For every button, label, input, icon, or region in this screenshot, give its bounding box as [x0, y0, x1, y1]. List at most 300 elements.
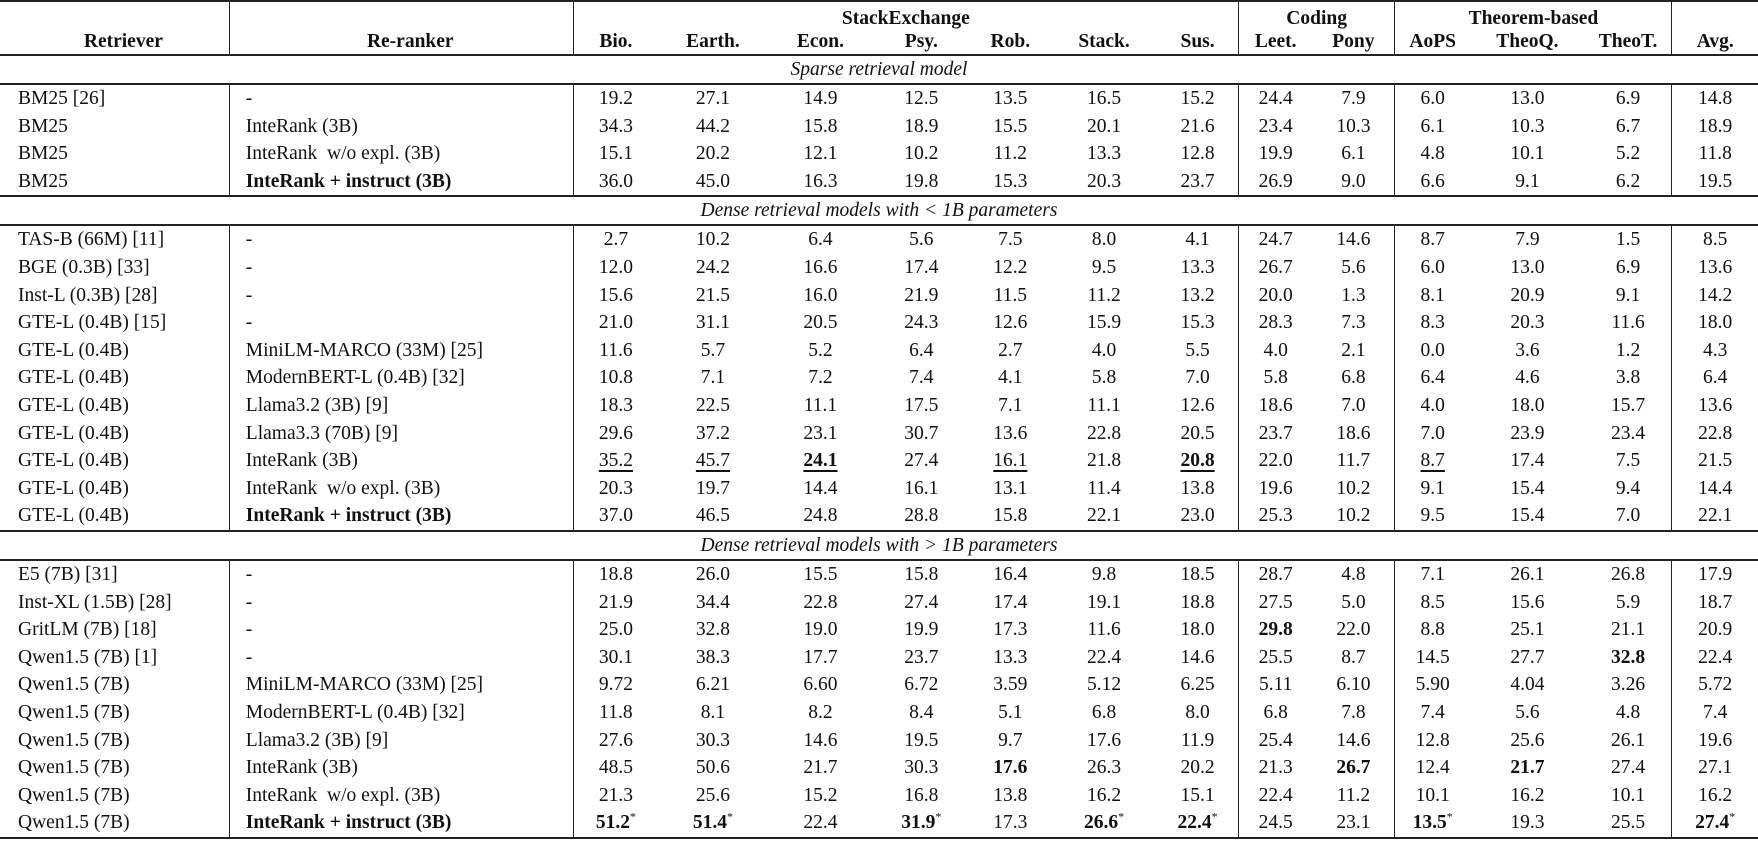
score-value: 9.1 [1615, 284, 1641, 306]
score-value: 8.0 [1185, 701, 1210, 723]
score-value: 4.3 [1703, 339, 1728, 361]
score-value: 13.1 [993, 477, 1028, 499]
table-row [0, 754, 1758, 782]
score-cell-psy [873, 392, 970, 420]
score-value: 3.59 [993, 674, 1028, 696]
score-cell-pony [1312, 364, 1394, 392]
score-value: 22.4 [1177, 812, 1212, 834]
score-value: 46.5 [695, 505, 730, 527]
score-cell-econ [768, 475, 873, 503]
score-value: 26.9 [1258, 170, 1293, 192]
column-header-sus: Sus. [1157, 29, 1238, 55]
score-cell-avg [1672, 502, 1758, 531]
score-cell-psy [873, 309, 970, 337]
score-cell-sus [1157, 782, 1238, 810]
score-cell-pony [1312, 84, 1394, 113]
score-cell-psy [873, 699, 970, 727]
score-value: 21.3 [1258, 757, 1293, 779]
table-row [0, 168, 1758, 197]
score-cell-stack [1051, 502, 1157, 531]
column-header-pony: Pony [1312, 29, 1394, 55]
score-value: 20.2 [695, 143, 730, 165]
score-value: 30.3 [904, 757, 939, 779]
score-value: 5.72 [1698, 674, 1733, 696]
score-value: 32.8 [1611, 646, 1646, 668]
score-value: 11.1 [1087, 394, 1121, 416]
score-cell-earth [658, 502, 768, 531]
score-value: 14.6 [1180, 646, 1215, 668]
score-cell-avg [1672, 309, 1758, 337]
column-header-econ: Econ. [796, 30, 844, 52]
score-cell-aops [1395, 168, 1470, 197]
score-cell-leet [1238, 364, 1312, 392]
score-value: 15.8 [904, 563, 939, 585]
table-row [0, 225, 1758, 254]
score-value: 14.8 [1698, 88, 1733, 110]
score-value: 16.1 [904, 477, 939, 499]
score-cell-rob [970, 337, 1051, 365]
score-value: 13.3 [1180, 257, 1215, 279]
score-cell-avg [1672, 447, 1758, 475]
score-value: 21.1 [1611, 619, 1646, 641]
score-cell-sus [1157, 644, 1238, 672]
score-value: 7.4 [1420, 701, 1445, 723]
score-value: 21.5 [1698, 450, 1733, 472]
score-value: 6.8 [1341, 367, 1366, 389]
score-cell-stack [1051, 113, 1157, 141]
score-cell-psy [873, 364, 970, 392]
score-cell-leet [1238, 616, 1312, 644]
score-value: 15.8 [803, 115, 838, 137]
score-value: 5.6 [1341, 257, 1366, 279]
score-cell-bio [573, 502, 658, 531]
column-header-avg: Avg. [1696, 30, 1734, 52]
score-cell-psy [873, 809, 970, 838]
score-cell-econ [768, 616, 873, 644]
score-cell-econ [768, 782, 873, 810]
score-value: 7.3 [1341, 312, 1366, 334]
score-value: 17.4 [904, 257, 939, 279]
reranker-cell: InteRank + instruct (3B) [229, 168, 573, 197]
reranker-cell: InteRank w/o expl. (3B) [229, 782, 573, 810]
section-header-row [0, 55, 1758, 84]
score-cell-avg [1672, 589, 1758, 617]
score-cell-aops [1395, 84, 1470, 113]
significance-marker: * [629, 809, 636, 824]
score-value: 27.5 [1258, 591, 1293, 613]
score-cell-rob [970, 699, 1051, 727]
score-value: 27.1 [1698, 757, 1733, 779]
score-cell-earth [658, 560, 768, 589]
score-value: 16.5 [1086, 88, 1122, 110]
score-value: 22.4 [1086, 646, 1122, 668]
score-cell-aops [1395, 809, 1470, 838]
score-value: 24.5 [1258, 812, 1293, 834]
score-value: 14.5 [1415, 646, 1450, 668]
score-cell-rob [970, 420, 1051, 448]
retriever-cell: Qwen1.5 (7B) [0, 754, 229, 782]
score-cell-earth [658, 726, 768, 754]
score-value: 22.4 [1258, 784, 1293, 806]
score-value: 13.3 [993, 646, 1028, 668]
score-value: 8.7 [1420, 229, 1445, 251]
score-value: 15.5 [803, 563, 838, 585]
score-value: 32.8 [695, 619, 730, 641]
score-cell-sus [1157, 113, 1238, 141]
score-cell-rob [970, 113, 1051, 141]
score-cell-econ [768, 309, 873, 337]
score-cell-econ [768, 84, 873, 113]
score-value: 22.5 [695, 394, 730, 416]
score-value: 4.8 [1615, 701, 1641, 723]
score-value: 12.8 [1415, 729, 1450, 751]
score-value: 19.6 [1258, 477, 1293, 499]
score-value: 15.1 [1180, 784, 1215, 806]
score-value: 4.0 [1263, 339, 1288, 361]
score-cell-theoq [1470, 337, 1585, 365]
significance-marker: * [1446, 809, 1453, 824]
score-value: 37.2 [695, 422, 730, 444]
score-value: 7.4 [1703, 701, 1728, 723]
table-row [0, 644, 1758, 672]
score-value: 3.8 [1615, 367, 1641, 389]
score-cell-econ [768, 113, 873, 141]
score-value: 3.26 [1611, 674, 1646, 696]
score-cell-pony [1312, 754, 1394, 782]
reranker-cell: InteRank w/o expl. (3B) [229, 475, 573, 503]
score-value: 10.2 [695, 229, 730, 251]
score-value: 14.6 [1336, 729, 1371, 751]
score-value: 15.4 [1510, 477, 1545, 499]
score-value: 14.6 [803, 729, 838, 751]
score-cell-leet [1238, 589, 1312, 617]
score-value: 5.2 [1615, 143, 1641, 165]
score-cell-leet [1238, 168, 1312, 197]
score-cell-aops [1395, 475, 1470, 503]
score-value: 25.0 [598, 619, 633, 641]
score-cell-aops [1395, 589, 1470, 617]
score-cell-avg [1672, 140, 1758, 168]
score-value: 7.0 [1185, 367, 1210, 389]
score-value: 15.9 [1086, 312, 1122, 334]
reranker-cell: - [229, 84, 573, 113]
score-value: 24.7 [1258, 229, 1293, 251]
score-cell-earth [658, 225, 768, 254]
table-row [0, 113, 1758, 141]
score-cell-theoq [1470, 225, 1585, 254]
score-value: 22.4 [803, 812, 838, 834]
table-row [0, 699, 1758, 727]
retriever-cell: Qwen1.5 (7B) [0, 809, 229, 838]
score-cell-theoq [1470, 560, 1585, 589]
score-value: 4.6 [1515, 367, 1540, 389]
score-cell-earth [658, 589, 768, 617]
column-header-rob: Rob. [990, 30, 1031, 52]
score-cell-sus [1157, 225, 1238, 254]
score-value: 23.7 [1180, 170, 1215, 192]
table-row [0, 726, 1758, 754]
score-cell-econ [768, 420, 873, 448]
score-cell-earth [658, 254, 768, 282]
score-value: 21.6 [1180, 115, 1215, 137]
score-value: 22.0 [1336, 619, 1371, 641]
retriever-cell: GTE-L (0.4B) [15] [0, 309, 229, 337]
score-cell-earth [658, 616, 768, 644]
score-cell-sus [1157, 560, 1238, 589]
score-value: 27.6 [598, 729, 633, 751]
score-value: 9.7 [998, 729, 1023, 751]
score-value: 9.4 [1615, 477, 1641, 499]
score-value: 6.0 [1420, 88, 1445, 110]
score-cell-sus [1157, 616, 1238, 644]
score-value: 22.1 [1698, 505, 1733, 527]
score-cell-earth [658, 364, 768, 392]
column-header-psy: Psy. [904, 30, 938, 52]
score-cell-sus [1157, 337, 1238, 365]
score-cell-rob [970, 254, 1051, 282]
score-value: 26.1 [1611, 729, 1646, 751]
reranker-cell: - [229, 589, 573, 617]
score-cell-leet [1238, 726, 1312, 754]
score-cell-sus [1157, 420, 1238, 448]
score-value: 13.6 [993, 422, 1028, 444]
section-title: Dense retrieval models with > 1B parameters [0, 531, 1758, 560]
score-value: 10.1 [1510, 143, 1545, 165]
score-value: 21.7 [1510, 757, 1545, 779]
score-value: 4.0 [1420, 394, 1445, 416]
score-value: 9.1 [1420, 477, 1445, 499]
header-spacer-avg [1672, 1, 1758, 29]
score-value: 6.4 [808, 229, 833, 251]
score-value: 45.7 [695, 450, 730, 472]
score-value: 28.3 [1258, 312, 1293, 334]
score-cell-pony [1312, 309, 1394, 337]
score-cell-stack [1051, 140, 1157, 168]
score-cell-leet [1238, 782, 1312, 810]
score-cell-stack [1051, 309, 1157, 337]
score-value: 19.1 [1086, 591, 1122, 613]
score-cell-bio [573, 364, 658, 392]
score-value: 26.1 [1510, 563, 1545, 585]
table-row [0, 84, 1758, 113]
score-cell-bio [573, 616, 658, 644]
score-value: 7.1 [998, 394, 1023, 416]
score-value: 7.9 [1515, 229, 1540, 251]
score-cell-stack [1051, 84, 1157, 113]
score-value: 29.6 [598, 422, 633, 444]
score-value: 11.6 [1087, 619, 1121, 641]
retriever-cell: Qwen1.5 (7B) [0, 726, 229, 754]
score-cell-earth [658, 644, 768, 672]
score-value: 15.3 [1180, 312, 1215, 334]
score-cell-theot [1585, 309, 1672, 337]
score-cell-pony [1312, 475, 1394, 503]
score-cell-aops [1395, 364, 1470, 392]
score-cell-avg [1672, 168, 1758, 197]
score-value: 25.6 [695, 784, 730, 806]
score-value: 13.8 [1180, 477, 1215, 499]
score-value: 4.0 [1091, 339, 1117, 361]
score-value: 16.1 [993, 450, 1028, 472]
score-value: 23.7 [904, 646, 939, 668]
score-cell-aops [1395, 309, 1470, 337]
score-value: 6.72 [904, 674, 939, 696]
score-value: 8.5 [1420, 591, 1445, 613]
significance-marker: * [935, 809, 942, 824]
score-value: 9.5 [1091, 257, 1117, 279]
score-value: 16.2 [1698, 784, 1733, 806]
score-cell-stack [1051, 699, 1157, 727]
score-cell-bio [573, 84, 658, 113]
score-cell-avg [1672, 225, 1758, 254]
score-value: 7.2 [808, 367, 833, 389]
score-cell-avg [1672, 420, 1758, 448]
score-cell-theoq [1470, 364, 1585, 392]
score-value: 17.4 [993, 591, 1028, 613]
score-cell-avg [1672, 726, 1758, 754]
section-header-row [0, 531, 1758, 560]
table-row [0, 616, 1758, 644]
score-cell-pony [1312, 809, 1394, 838]
score-cell-stack [1051, 254, 1157, 282]
score-cell-rob [970, 84, 1051, 113]
score-cell-theoq [1470, 140, 1585, 168]
score-cell-aops [1395, 254, 1470, 282]
score-value: 5.7 [700, 339, 726, 361]
score-value: 18.7 [1698, 591, 1733, 613]
score-cell-bio [573, 337, 658, 365]
score-value: 22.4 [1698, 646, 1733, 668]
score-cell-psy [873, 475, 970, 503]
score-value: 28.8 [904, 505, 939, 527]
score-cell-rob [970, 589, 1051, 617]
score-cell-theot [1585, 168, 1672, 197]
score-cell-bio [573, 254, 658, 282]
score-value: 12.8 [1180, 143, 1215, 165]
score-value: 6.8 [1091, 701, 1117, 723]
score-cell-sus [1157, 168, 1238, 197]
score-value: 7.0 [1341, 394, 1366, 416]
score-cell-avg [1672, 113, 1758, 141]
table-row [0, 782, 1758, 810]
score-cell-psy [873, 502, 970, 531]
table-row [0, 560, 1758, 589]
score-cell-psy [873, 225, 970, 254]
score-cell-sus [1157, 309, 1238, 337]
score-cell-psy [873, 589, 970, 617]
score-value: 5.6 [909, 229, 934, 251]
section-header-row [0, 196, 1758, 225]
score-value: 14.4 [803, 477, 838, 499]
score-value: 10.1 [1415, 784, 1450, 806]
score-cell-theot [1585, 84, 1672, 113]
score-value: 5.8 [1263, 367, 1288, 389]
score-cell-avg [1672, 282, 1758, 310]
retriever-cell: TAS-B (66M) [11] [0, 225, 229, 254]
score-value: 4.1 [1185, 229, 1210, 251]
score-value: 5.1 [998, 701, 1023, 723]
score-cell-stack [1051, 782, 1157, 810]
score-value: 11.2 [1336, 784, 1371, 806]
score-value: 30.3 [695, 729, 730, 751]
score-cell-aops [1395, 282, 1470, 310]
score-cell-theoq [1470, 502, 1585, 531]
score-value: 12.5 [904, 88, 939, 110]
score-value: 6.4 [909, 339, 934, 361]
score-cell-psy [873, 726, 970, 754]
score-value: 22.0 [1258, 450, 1293, 472]
score-value: 23.1 [803, 422, 838, 444]
score-value: 14.4 [1698, 477, 1733, 499]
header-column-row [0, 29, 1758, 55]
retriever-cell: BM25 [26] [0, 84, 229, 113]
score-value: 4.8 [1420, 143, 1445, 165]
score-value: 13.6 [1698, 394, 1733, 416]
score-cell-pony [1312, 168, 1394, 197]
retriever-cell: BM25 [0, 168, 229, 197]
score-value: 4.8 [1341, 563, 1366, 585]
score-value: 24.4 [1258, 88, 1293, 110]
score-cell-leet [1238, 809, 1312, 838]
score-value: 7.1 [700, 367, 726, 389]
score-cell-stack [1051, 589, 1157, 617]
score-cell-avg [1672, 337, 1758, 365]
score-cell-aops [1395, 644, 1470, 672]
score-value: 19.8 [904, 170, 939, 192]
score-value: 1.2 [1615, 339, 1641, 361]
score-cell-leet [1238, 447, 1312, 475]
score-value: 20.3 [1086, 170, 1122, 192]
score-value: 8.7 [1420, 450, 1445, 472]
score-cell-aops [1395, 560, 1470, 589]
score-value: 27.4 [904, 450, 939, 472]
score-cell-leet [1238, 140, 1312, 168]
score-value: 13.5 [993, 88, 1028, 110]
score-cell-pony [1312, 671, 1394, 699]
score-cell-theot [1585, 616, 1672, 644]
score-cell-bio [573, 699, 658, 727]
score-value: 6.1 [1420, 115, 1445, 137]
score-cell-leet [1238, 644, 1312, 672]
score-value: 24.8 [803, 505, 838, 527]
reranker-cell: Llama3.2 (3B) [9] [229, 392, 573, 420]
score-value: 16.0 [803, 284, 838, 306]
score-cell-aops [1395, 616, 1470, 644]
score-value: 11.2 [1087, 284, 1121, 306]
table-row [0, 502, 1758, 531]
score-cell-theoq [1470, 782, 1585, 810]
score-value: 7.0 [1615, 505, 1641, 527]
score-cell-econ [768, 447, 873, 475]
score-value: 18.6 [1336, 422, 1371, 444]
score-cell-stack [1051, 616, 1157, 644]
score-value: 17.7 [803, 646, 838, 668]
score-value: 20.9 [1698, 619, 1733, 641]
score-value: 17.9 [1698, 563, 1733, 585]
score-value: 7.5 [1615, 450, 1641, 472]
reranker-cell: - [229, 254, 573, 282]
score-value: 22.8 [1086, 422, 1122, 444]
score-cell-econ [768, 502, 873, 531]
score-value: 19.3 [1510, 812, 1545, 834]
score-cell-aops [1395, 726, 1470, 754]
score-value: 17.3 [993, 619, 1028, 641]
score-value: 14.2 [1698, 284, 1733, 306]
score-cell-psy [873, 113, 970, 141]
score-cell-psy [873, 644, 970, 672]
score-cell-leet [1238, 475, 1312, 503]
column-header-stack: Stack. [1078, 30, 1130, 52]
